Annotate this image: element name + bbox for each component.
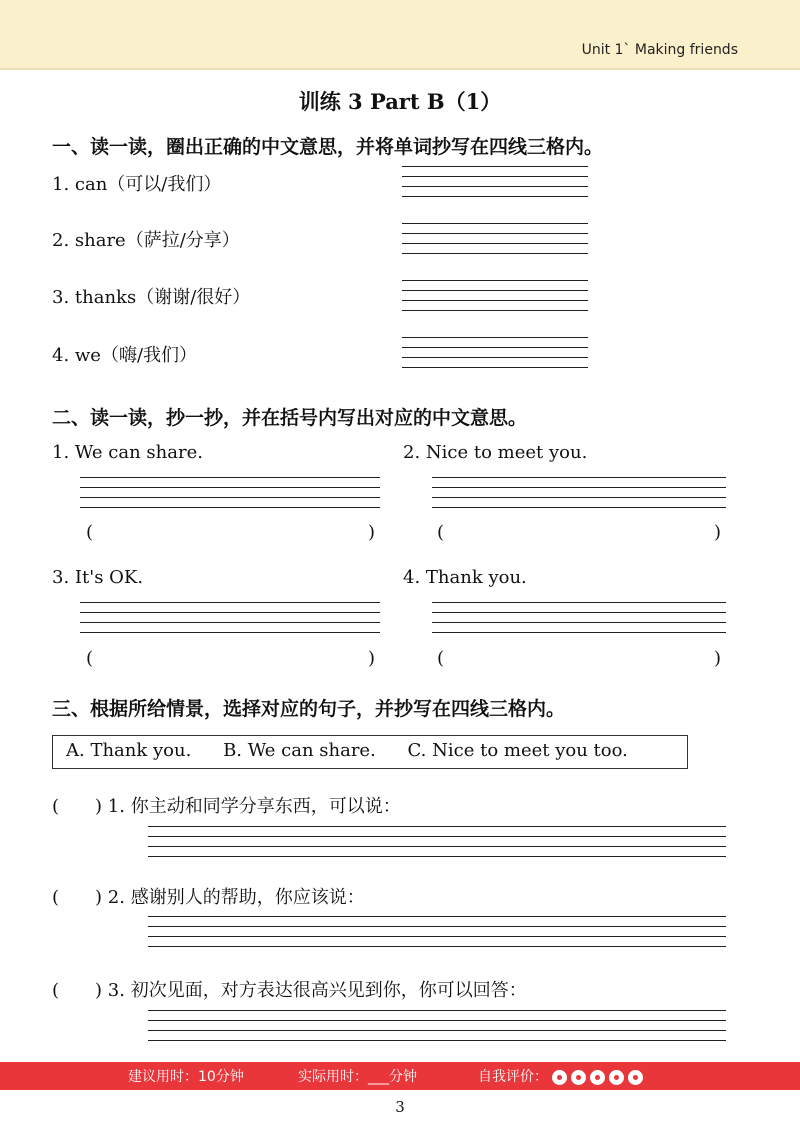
paren-open: (: [86, 648, 94, 669]
page-number: 3: [395, 1098, 405, 1116]
section1-heading: 一、读一读，圈出正确的中文意思，并将单词抄写在四线三格内。: [52, 136, 604, 158]
paren-close: ): [714, 648, 722, 669]
word-item-3: 3. thanks（谢谢/很好）: [52, 287, 251, 308]
paren-close: ): [368, 522, 376, 543]
paren-close: ): [368, 648, 376, 669]
writing-lines-s2-4[interactable]: [432, 602, 726, 638]
writing-lines-s2-3[interactable]: [80, 602, 380, 638]
sentence-item-3: 3. It's OK.: [52, 567, 144, 588]
section2-heading: 二、读一读，抄一抄，并在括号内写出对应的中文意思。: [52, 407, 528, 429]
rating-flower-icon[interactable]: [628, 1070, 643, 1085]
writing-lines-2[interactable]: [402, 223, 588, 263]
page-title: 训练 3 Part B（1）: [298, 89, 502, 114]
actual-time: 实际用时：___分钟: [298, 1069, 417, 1085]
option-a: A. Thank you.: [66, 740, 192, 761]
rating-flower-icon[interactable]: [590, 1070, 605, 1085]
answer-paren-close: ): [95, 980, 103, 1001]
writing-lines-1[interactable]: [402, 166, 588, 206]
answer-paren-close: ): [95, 796, 103, 817]
paren-open: (: [437, 648, 445, 669]
self-eval: [478, 1066, 643, 1086]
writing-lines-3[interactable]: [402, 280, 588, 320]
options-list: [66, 740, 654, 761]
unit-label: Unit 1ˋ Making friends: [581, 42, 738, 58]
answer-paren-open: (: [52, 980, 60, 1001]
answer-paren-open: (: [52, 796, 60, 817]
section3-heading: 三、根据所给情景，选择对应的句子，并抄写在四线三格内。: [52, 698, 566, 720]
writing-lines-s3-2[interactable]: [148, 916, 726, 952]
question-3: [52, 976, 527, 1002]
rating-flower-icon[interactable]: [552, 1070, 567, 1085]
self-eval-label: 自我评价：: [478, 1069, 548, 1085]
question-text: 2. 感谢别人的帮助，你应该说：: [107, 887, 365, 908]
writing-lines-s2-2[interactable]: [432, 477, 726, 513]
sentence-item-4: 4. Thank you.: [403, 567, 527, 588]
sentence-item-2: 2. Nice to meet you.: [403, 442, 588, 463]
option-b: B. We can share.: [223, 740, 376, 761]
question-text: 1. 你主动和同学分享东西，可以说：: [107, 796, 401, 817]
sentence-item-1: 1. We can share.: [52, 442, 203, 463]
paren-close: ): [714, 522, 722, 543]
rating-flower-icon[interactable]: [571, 1070, 586, 1085]
answer-paren-open: (: [52, 887, 60, 908]
word-item-4: 4. we（嗨/我们）: [52, 345, 198, 366]
rating-stars[interactable]: [548, 1069, 643, 1085]
word-item-2: 2. share（萨拉/分享）: [52, 230, 240, 251]
suggested-time: 建议用时：10分钟: [128, 1069, 244, 1085]
word-item-1: 1. can（可以/我们）: [52, 174, 222, 195]
page-header-band: [0, 0, 800, 70]
writing-lines-4[interactable]: [402, 337, 588, 377]
writing-lines-s2-1[interactable]: [80, 477, 380, 513]
paren-open: (: [86, 522, 94, 543]
question-text: 3. 初次见面，对方表达很高兴见到你，你可以回答：: [107, 980, 527, 1001]
writing-lines-s3-3[interactable]: [148, 1010, 726, 1046]
writing-lines-s3-1[interactable]: [148, 826, 726, 862]
option-c: C. Nice to meet you too.: [407, 740, 628, 761]
answer-paren-close: ): [95, 887, 103, 908]
rating-flower-icon[interactable]: [609, 1070, 624, 1085]
question-1: [52, 792, 401, 818]
question-2: [52, 883, 365, 909]
paren-open: (: [437, 522, 445, 543]
